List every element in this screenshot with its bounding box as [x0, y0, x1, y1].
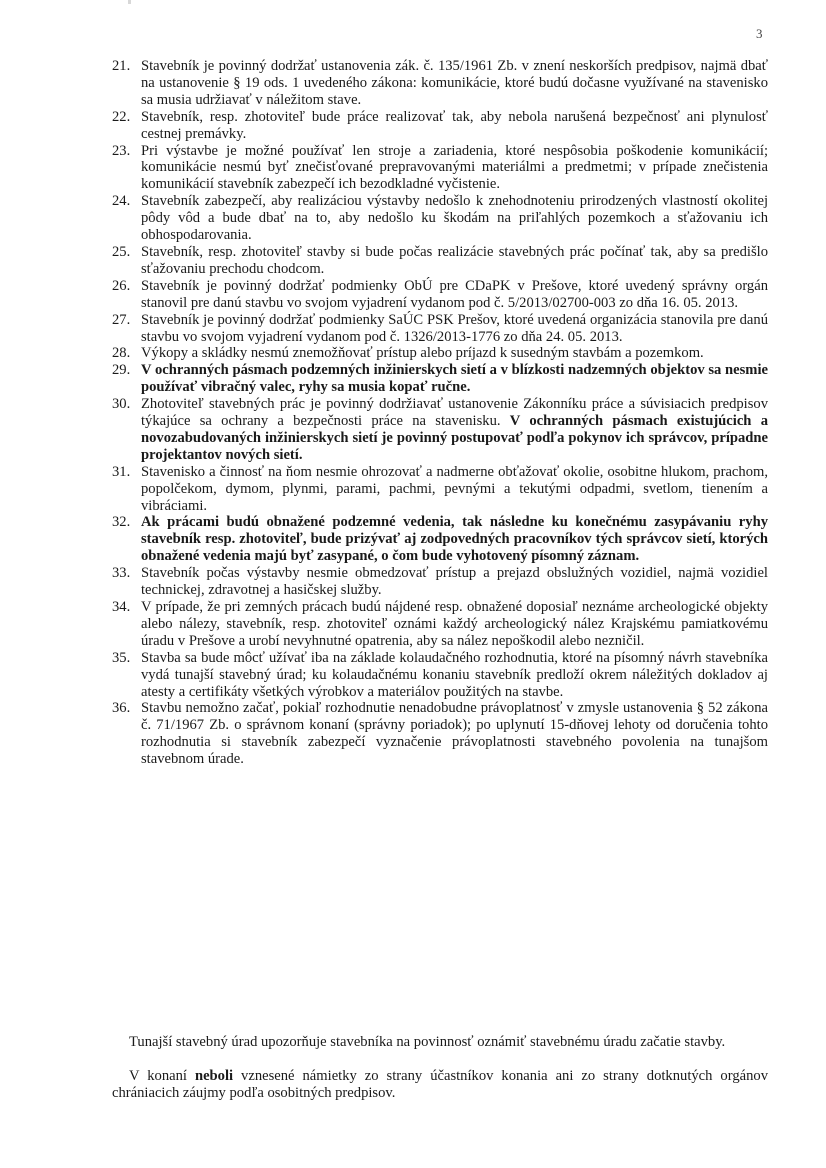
item-number: 30. — [112, 396, 131, 413]
list-item — [112, 565, 768, 599]
item-text: Stavbu nemožno začať, pokiaľ rozhodnutie nenadobudne právoplatnosť v zmysle ustanovenia § 52 zákona č. 71/1967 Zb. o správnom konaní (správny poriadok); po uplynutí 15-dňovej lehoty od doručenia tohto rozhodnutia si stavebník zabezpečí vyznačenie právoplatnosti stavebného povolenia na tunajšom stavebnom úrade. — [141, 700, 768, 768]
item-text: Stavebník počas výstavby nesmie obmedzovať prístup a prejazd obslužných vozidiel, najmä vozidiel technickej, zdravotnej a hasičskej služby. — [141, 565, 768, 599]
item-text-bold: V ochranných pásmach existujúcich a novozabudovaných inžinierskych sietí je povinný postupovať podľa pokynov ich správcov, prípadne projektantov nových sietí. — [141, 413, 768, 463]
item-number: 25. — [112, 243, 131, 260]
item-text: Stavba sa bude môcť užívať iba na základe kolaudačného rozhodnutia, ktoré na písomný návrh stavebníka vydá tunajší stavebný úrad; ku kolaudačnému konaniu stavebník predloží okrem náležitých dokladov aj atesty a certifikáty všetkých výrobkov a materiálov použitých na stavbe. — [141, 649, 768, 700]
item-number: 33. — [112, 565, 131, 582]
item-number: 21. — [112, 58, 131, 74]
item-text: Stavebník, resp. zhotoviteľ stavby si bude počas realizácie stavebných prác počínať tak, aby sa predišlo sťažovaniu prechodu chodcom. — [141, 243, 768, 277]
list-item — [112, 58, 768, 109]
item-number: 29. — [112, 362, 131, 379]
item-text-bold: V ochranných pásmach podzemných inžinierskych sietí a v blízkosti nadzemných objektov sa nesmie používať vibračný valec, ryhy sa musia kopať ručne. — [141, 362, 768, 396]
item-text: Stavebník je povinný dodržať podmienky ObÚ pre CDaPK v Prešove, ktoré uvedený správny orgán stanovil pre danú stavbu vo svojom vyjadrení vydanom pod č. 5/2013/02700-003 zo dňa 16. 05. 2013. — [141, 277, 768, 311]
item-number: 26. — [112, 277, 131, 294]
list-item — [112, 396, 768, 464]
item-number: 31. — [112, 463, 131, 480]
list-item — [112, 244, 768, 278]
notice-paragraph: Tunajší stavebný úrad upozorňuje stavebníka na povinnosť oznámiť stavebnému úradu začatie stavby. — [129, 1033, 726, 1050]
list-item — [112, 278, 768, 312]
item-text: Stavebník je povinný dodržať ustanovenia zák. č. 135/1961 Zb. v znení neskorších predpisov, najmä dbať na ustanovenie § 19 ods. 1 uvedeného zákona: komunikácie, ktoré budú dočasne využívané na stavenisko sa musia udržiavať v náležitom stave. — [141, 58, 768, 108]
objections-text-pre: V konaní — [129, 1067, 195, 1084]
item-number: 23. — [112, 142, 131, 159]
objections-paragraph — [112, 1068, 768, 1102]
objections-text-post: vznesené námietky zo strany účastníkov konania ani zo strany dotknutých orgánov chrániacich záujmy podľa osobitných predpisov. — [112, 1067, 768, 1101]
item-text: Stavebník, resp. zhotoviteľ bude práce realizovať tak, aby nebola narušená bezpečnosť ani plynulosť cestnej premávky. — [141, 108, 768, 142]
item-number: 34. — [112, 599, 131, 615]
list-item — [112, 650, 768, 701]
item-text: Stavenisko a činnosť na ňom nesmie ohrozovať a nadmerne obťažovať okolie, osobitne hlukom, prachom, popolčekom, dymom, plynmi, parami, pachmi, pevnými a tekutými odpadmi, svetlom, tienením a vibráciami. — [141, 463, 768, 514]
list-item — [112, 143, 768, 194]
item-number: 32. — [112, 514, 131, 531]
item-number: 28. — [112, 345, 131, 362]
item-number: 24. — [112, 193, 131, 210]
list-item — [112, 193, 768, 244]
objections-text-bold: neboli — [194, 1067, 234, 1084]
item-text: Stavebník je povinný dodržať podmienky SaÚC PSK Prešov, ktoré uvedená organizácia stanovila pre danú stavbu vo svojom vyjadrení vydanom pod č. 1326/2013-1776 zo dňa 24. 05. 2013. — [141, 311, 768, 345]
list-item — [112, 464, 768, 515]
list-item — [112, 109, 768, 143]
item-number: 22. — [112, 108, 131, 125]
list-item — [112, 599, 768, 650]
list-item — [112, 362, 768, 396]
item-number: 27. — [112, 311, 131, 328]
item-text-bold: Ak prácami budú obnažené podzemné vedenia, tak následne ku konečnému zasypávaniu ryhy stavebník resp. zhotoviteľ, bude prizývať aj zodpovedných pracovníkov tých správcov sietí, ktorých obnažené vedenia majú byť zasypané, o čom bude vyhotovený písomný záznam. — [141, 514, 768, 565]
item-text: V prípade, že pri zemných prácach budú nájdené resp. obnažené doposiaľ neznáme archeologické objekty alebo nálezy, stavebník, resp. zhotoviteľ oznámi každý archeologický nález Krajskému pamiatkovému úradu v Prešove a urobí nevyhnutné opatrenia, aby sa nález nepoškodil alebo nezničil. — [141, 599, 768, 649]
item-text: Stavebník zabezpečí, aby realizáciou výstavby nedošlo k znehodnoteniu prirodzených vlastností okolitej pôdy vôd a bude dbať na to, aby nedošlo ku škodám na priľahlých pozemkoch a sťažovaniu ich obhospodarovania. — [141, 193, 768, 244]
item-number: 36. — [112, 700, 131, 717]
list-item — [112, 514, 768, 565]
item-number: 35. — [112, 649, 131, 666]
conditions-list — [112, 58, 768, 768]
list-item — [112, 345, 768, 362]
item-text: Zhotoviteľ stavebných prác je povinný dodržiavať ustanovenie Zákonníku práce a súvisiacich predpisov týkajúce sa ochrany a bezpečnosti práce na stavenisku. — [141, 396, 768, 430]
scan-artifact — [128, 0, 131, 4]
item-text: Pri výstavbe je možné používať len stroje a zariadenia, ktoré nespôsobia poškodenie komunikácií; komunikácie nesmú byť znečisťované prepravovanými materiálmi a predmetmi; v prípade znečistenia komunikácií stavebník zabezpečí ich bezodkladné vyčistenie. — [141, 142, 768, 193]
page-number: 3 — [756, 26, 763, 41]
list-item — [112, 700, 768, 768]
item-text: Výkopy a skládky nesmú znemožňovať prístup alebo príjazd k susedným stavbám a pozemkom. — [141, 345, 704, 362]
list-item — [112, 312, 768, 346]
